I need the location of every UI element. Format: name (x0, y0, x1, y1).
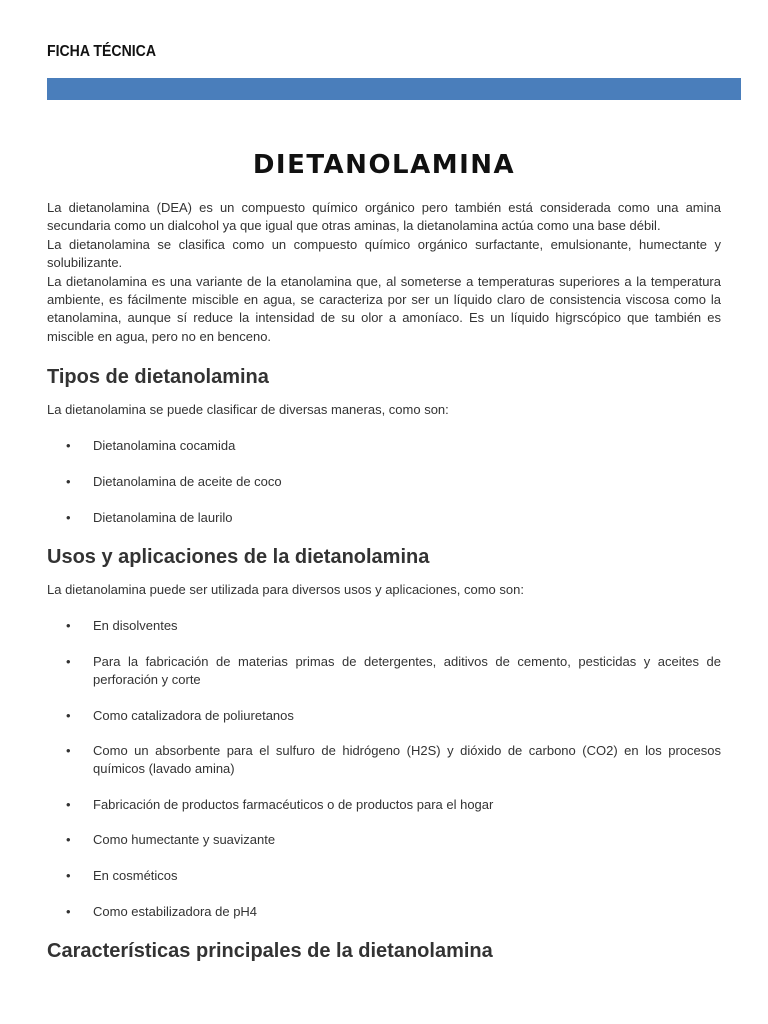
header-bar (47, 78, 741, 100)
section-heading-caracteristicas: Características principales de la dietanolamina (47, 940, 493, 962)
list-item-text: Dietanolamina cocamida (93, 438, 236, 453)
section-heading-tipos: Tipos de dietanolamina (47, 366, 269, 388)
bullet-icon: • (66, 510, 71, 525)
bullet-icon: • (66, 474, 71, 489)
section-heading-usos: Usos y aplicaciones de la dietanolamina (47, 546, 430, 568)
intro-paragraph: La dietanolamina es una variante de la etanolamina que, al someterse a temperaturas superiores a la temperatura ambiente, es fácilmente miscible en agua, se caracteriza por ser un líquido claro de consistencia viscosa como la etanolamina, aunque sí reduce la intensidad de su olor a amoníaco. Es un líquido higrscópico que también es miscible en agua, pero no en benceno. (47, 273, 721, 344)
list-item-text: En disolventes (93, 618, 178, 633)
intro-paragraph: La dietanolamina se clasifica como un compuesto químico orgánico surfactante, emulsionante, humectante y solubilizante. (47, 236, 721, 271)
list-item (66, 707, 721, 725)
list-item (66, 867, 721, 885)
list-item-text: Para la fabricación de materias primas de detergentes, aditivos de cemento, pesticidas y aceites de perforación y corte (93, 654, 721, 688)
bullet-icon: • (66, 743, 71, 758)
list-item-text: En cosméticos (93, 868, 178, 883)
bullet-icon: • (66, 618, 71, 633)
list-item (66, 617, 721, 635)
bullet-icon: • (66, 654, 71, 669)
intro-paragraph: La dietanolamina (DEA) es un compuesto químico orgánico pero también está considerada como una amina secundaria como un dialcohol ya que igual que otras aminas, la dietanolamina actúa como una base débil. (47, 200, 721, 234)
bullet-icon: • (66, 438, 71, 453)
bullet-icon: • (66, 868, 71, 883)
list-item (66, 903, 721, 921)
bullet-icon: • (66, 797, 71, 812)
list-item (66, 796, 721, 814)
list-item-text: Como un absorbente para el sulfuro de hidrógeno (H2S) y dióxido de carbono (CO2) en los procesos químicos (lavado amina) (93, 743, 721, 777)
list-item-text: Como humectante y suavizante (93, 832, 276, 847)
list-item-text: Como catalizadora de poliuretanos (93, 708, 294, 723)
list-item (66, 653, 721, 690)
list-item-text: Fabricación de productos farmacéuticos o de productos para el hogar (93, 797, 494, 812)
list-item (66, 831, 721, 849)
header-label: FICHA TÉCNICA (47, 43, 156, 60)
section-lead: La dietanolamina se puede clasificar de diversas maneras, como son: (47, 402, 449, 417)
list-item (66, 437, 721, 455)
section-lead: La dietanolamina puede ser utilizada para diversos usos y aplicaciones, como son: (47, 582, 524, 597)
list-item (66, 509, 721, 527)
intro-section (47, 199, 721, 346)
bullet-icon: • (66, 832, 71, 847)
list-item-text: Dietanolamina de laurilo (93, 510, 233, 525)
document-title: DIETANOLAMINA (252, 150, 516, 180)
list-item-text: Como estabilizadora de pH4 (93, 904, 258, 919)
bullet-icon: • (66, 904, 71, 919)
bullet-icon: • (66, 708, 71, 723)
list-item (66, 473, 721, 491)
list-item (66, 742, 721, 779)
list-item-text: Dietanolamina de aceite de coco (93, 474, 282, 489)
